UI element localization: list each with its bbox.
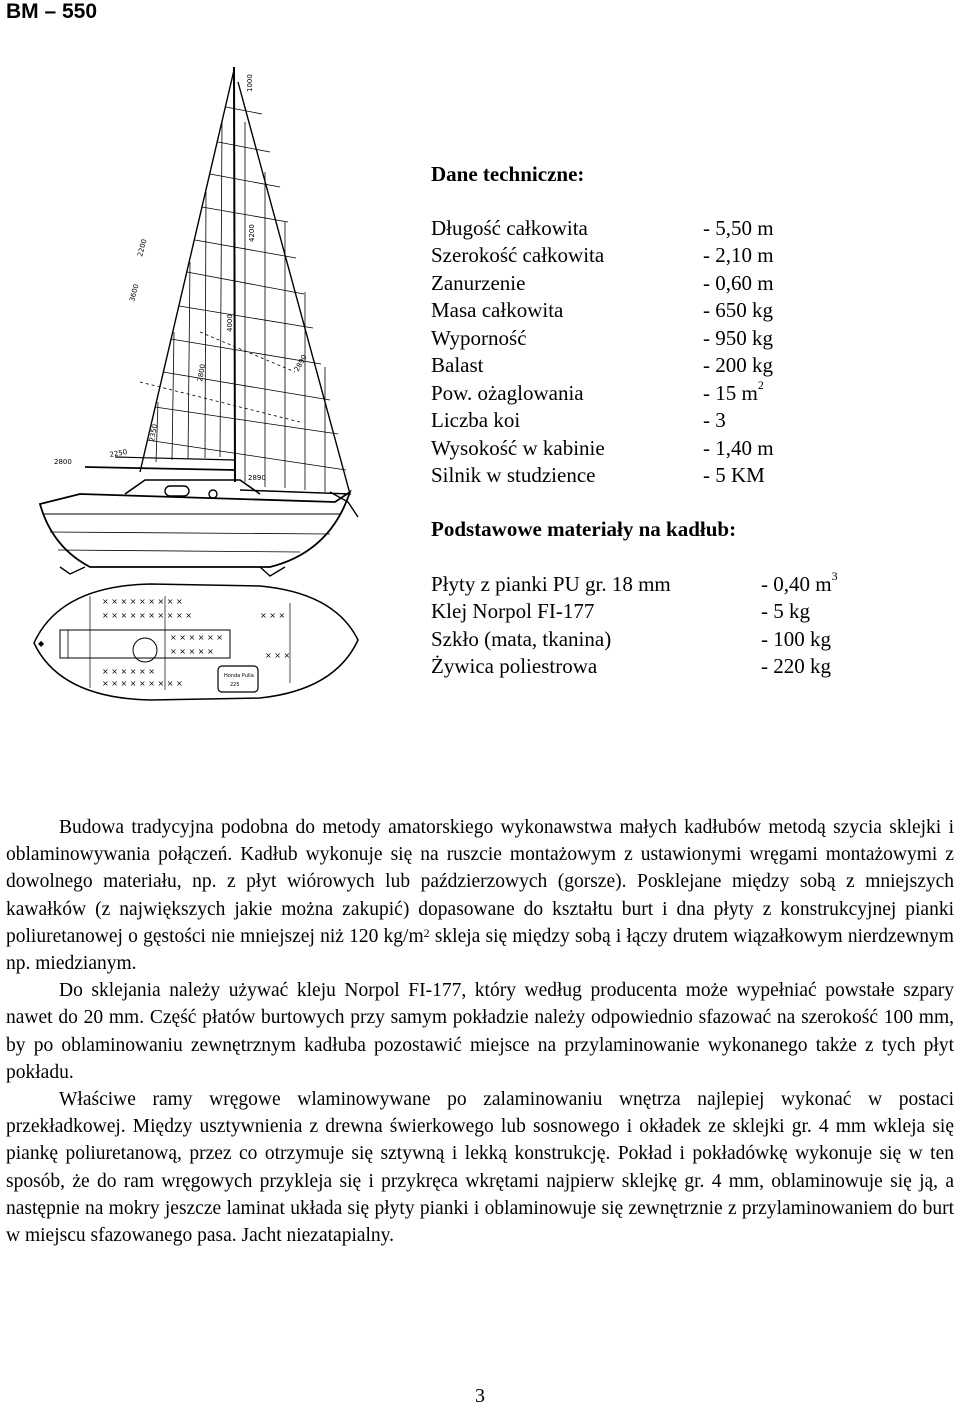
svg-text:× × × × × × × × × ×: × × × × × × × × × ×	[102, 611, 192, 620]
page-number: 3	[475, 1385, 485, 1407]
dim-label: 2800	[196, 363, 208, 383]
dim-label: 2800	[54, 458, 72, 466]
paragraph: Do sklejania należy używać kleju Norpol FI-177, który według producenta może wypełniać powstałe szpary nawet do 20 mm. Część płatów burtowych przy samym pokładzie należy odpowiednio sfazować na szerokość 100 mm, by po oblaminowaniu zewnętrznym kadłuba pozostawić miejsce na przylaminowanie wykonanego także z tych płyt pokładu.	[6, 980, 954, 1083]
plan-label: 225	[230, 682, 240, 688]
svg-text:× × ×: × × ×	[265, 651, 291, 660]
spec-label: Zanurzenie	[431, 271, 526, 295]
spec-label: Szerokość całkowita	[431, 243, 605, 267]
svg-text:× × ×: × × ×	[260, 611, 286, 620]
svg-text:× × × × × × × × ×: × × × × × × × × ×	[102, 679, 183, 688]
paragraph-text: skleja się między sobą i łączy drutem wiązałkowym nierdzewnym np. miedzianym.	[6, 925, 954, 975]
spec-value: - 1,40 m	[703, 436, 774, 460]
dim-label: 2890	[248, 474, 266, 482]
dim-label: 4200	[248, 224, 256, 242]
superscript: 3	[831, 569, 838, 583]
material-value: - 0,40 m	[761, 572, 832, 596]
spec-value: - 2,10 m	[703, 243, 774, 267]
material-value: - 220 kg	[761, 654, 831, 678]
spec-label: Wyporność	[431, 326, 527, 350]
spec-value: - 5 KM	[703, 463, 765, 487]
spec-label: Pow. ożaglowania	[431, 381, 584, 405]
spec-label: Silnik w studzience	[431, 463, 596, 487]
material-value: - 5 kg	[761, 599, 810, 623]
material-label: Płyty z pianki PU gr. 18 mm	[431, 572, 671, 596]
spec-label: Balast	[431, 353, 484, 377]
spec-value: - 650 kg	[703, 298, 773, 322]
dim-label: 3600	[128, 283, 141, 303]
spec-value: - 950 kg	[703, 326, 773, 350]
material-label: Klej Norpol FI-177	[431, 599, 595, 623]
document-title: BM – 550	[6, 0, 98, 23]
dim-label: 4000	[226, 314, 234, 332]
paragraph	[6, 814, 954, 977]
svg-text:◆: ◆	[38, 639, 45, 648]
svg-text:× × × × × ×: × × × × × ×	[170, 633, 223, 642]
spec-value: - 0,60 m	[703, 271, 774, 295]
spec-label: Liczba koi	[431, 408, 521, 432]
spec-value: - 3	[703, 408, 726, 432]
specs-heading: Dane techniczne:	[431, 162, 585, 186]
spec-label: Wysokość w kabinie	[431, 436, 605, 460]
yacht-deck-plan	[30, 578, 360, 706]
body-text	[6, 814, 954, 1249]
material-label: Żywica poliestrowa	[431, 654, 598, 678]
spec-value: - 200 kg	[703, 353, 773, 377]
yacht-side-drawing	[30, 62, 360, 577]
dim-label: 2200	[136, 238, 149, 258]
dim-label: 2350	[148, 423, 160, 443]
spec-label: Długość całkowita	[431, 216, 588, 240]
materials-heading: Podstawowe materiały na kadłub:	[431, 517, 737, 541]
dim-label: 2250	[108, 447, 128, 459]
dim-label: 1000	[246, 74, 254, 92]
paragraph: Właściwe ramy wręgowe wlaminowywane po zalaminowaniu wnętrza najlepiej wykonać w postaci przekładkowej. Między usztywnienia z drewna świerkowego lub sosnowego i okładek ze sklejki gr. 4 mm wkleja się piankę poliuretanową, przez co otrzymuje się sztywną i lekką konstrukcję. Pokład i pokładówkę wykonuje się w ten sposób, że do ram wręgowych przykleja się i przykręca wkrętami najpierw sklejkę gr. 4 mm, oblaminowuje się ją, a następnie na mokry jeszcze laminat układa się płyty pianki i oblaminowuje się zewnętrznie z przylaminowaniem do burt w miejscu sfazowanego pasa. Jacht niezatapialny.	[6, 1089, 954, 1247]
superscript: 2	[423, 925, 430, 940]
material-value: - 100 kg	[761, 627, 831, 651]
superscript: 2	[757, 378, 764, 392]
material-label: Szkło (mata, tkanina)	[431, 627, 612, 651]
spec-value: - 5,50 m	[703, 216, 774, 240]
svg-text:× × × × ×: × × × × ×	[170, 647, 214, 656]
spec-value: - 15 m	[703, 381, 758, 405]
spec-label: Masa całkowita	[431, 298, 564, 322]
svg-text:× × × × × × × × ×: × × × × × × × × ×	[102, 597, 183, 606]
dim-label: 2890	[292, 353, 309, 373]
svg-text:× × × × × ×: × × × × × ×	[102, 667, 155, 676]
paragraph-text: Budowa tradycyjna podobna do metody amatorskiego wykonawstwa małych kadłubów metodą szycia sklejki i oblaminowywania połączeń. Kadłub wykonuje się na ruszcie montażowym z ustawionymi wręgami montażowymi z dowolnego materiału, np. z płyt wiórowych lub paździerzowych (gorsze). Posklejane między sobą z mniejszych kawałków (z największych jakie można zakupić) dopasowane do kształtu burt i dna płyty z konstrukcyjnej pianki poliuretanowej o gęstości nie mniejszej niż 120 kg/m	[6, 817, 954, 947]
plan-label: Honda Pulla	[224, 673, 254, 679]
